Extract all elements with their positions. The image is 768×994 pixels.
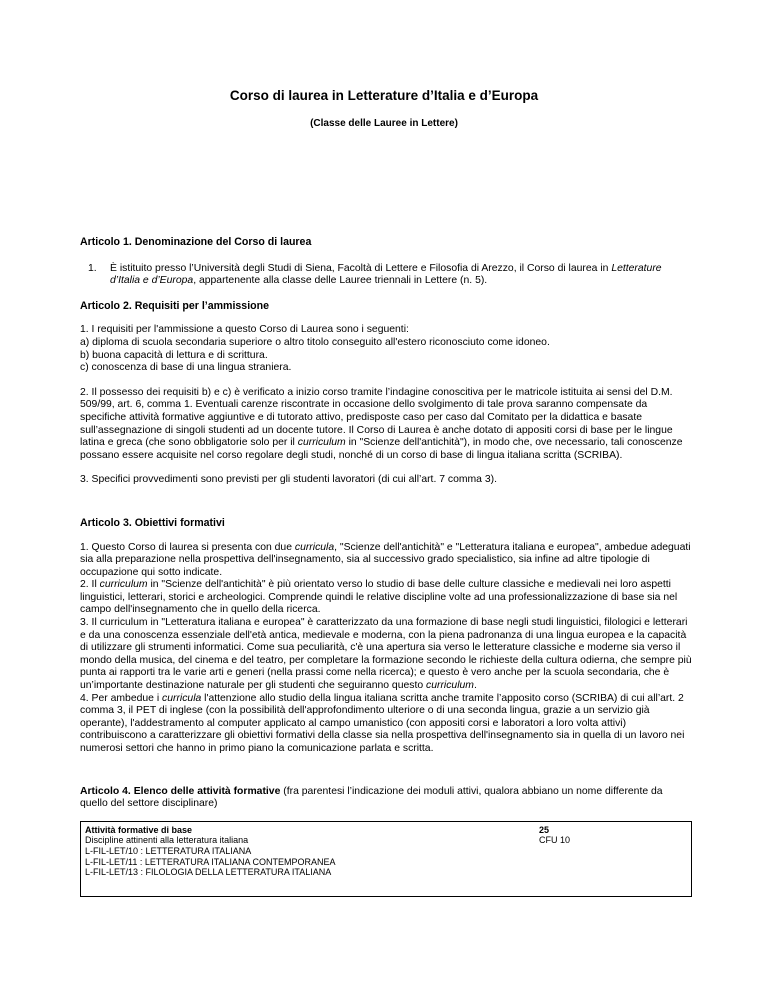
table-row: L-FIL-LET/13 : FILOLOGIA DELLA LETTERATURA ITALIANA [85,867,332,878]
art3-p1 [80,542,692,580]
art3-p4 [80,693,692,756]
table-row-value: CFU 10 [539,835,571,846]
art2-p1 [80,324,692,374]
art1-item-number: 1. [88,262,97,274]
art3-p3-b: . [473,680,477,692]
art4-heading-line [80,786,692,811]
art2-p1-line: a) diploma di scuola secondaria superiore o altro titolo conseguito all'estero riconosciuto come idoneo. [80,336,550,348]
art1-item [88,263,692,288]
art3-p2 [80,579,692,617]
art3-p3-em: curriculum [426,680,474,692]
art4-heading: Articolo 4. Elenco delle attività formative [80,785,281,797]
art3-p1-em: curricula [294,541,335,553]
art3-p3 [80,617,692,693]
table-header-value: 25 [539,824,550,835]
art1-heading: Articolo 1. Denominazione del Corso di laurea [80,236,312,248]
art3-p4-a: 4. Per ambedue i [80,692,163,704]
table-row: L-FIL-LET/10 : LETTERATURA ITALIANA [85,845,252,856]
art3-p2-em: curriculum [99,579,148,591]
art3-p2-b: in "Scienze dell'antichità" è più orientato verso lo studio di base delle culture classiche e medievali nei loro aspetti linguistici, letterari, storici e archeologici. Comprende quindi le relative discipline volte ad una professionalizzazione di base sia nel campo dell'insegnamento che in quello della ricerca. [80,579,678,616]
art1-text-b: , appartenente alla classe delle Lauree triennali in Lettere (n. 5). [193,275,488,287]
activities-table-left [85,825,336,878]
art3-p1-b: , "Scienze dell'antichità" e "Letteratura italiana e europea", ambedue adeguati sia alla preparazione nella prospettiva dell'insegnamento, sia al successivo grado specialistico, sia infine ad altre tipologie di occupazione qui sotto indicate. [80,541,691,578]
table-row: L-FIL-LET/11 : LETTERATURA ITALIANA CONTEMPORANEA [85,856,336,867]
art3-p4-b: l'attenzione allo studio della lingua italiana scritta anche tramite l’apposito corso (SCRIBA) di cui all’art. 2 comma 3, il PET di inglese (con la possibilità dell'approfondimento ulteriore o di una seconda lingua, grazie a un servizio già operante), l'addestramento al computer applicato al campo umanistico (con appositi corsi e laboratori a loro volta attivi) contribuiscono a caratterizzare gli obiettivi formativi della classe sia nella prospettiva dell'insegnamento sia in quella di un lavoro nei numerosi settori che hanno in primo piano la comunicazione parlata e scritta. [80,692,685,754]
art2-heading: Articolo 2. Requisiti per l’ammissione [80,299,269,312]
art3-heading: Articolo 3. Obiettivi formativi [80,516,225,529]
art3-p3-a: 3. Il curriculum in "Letteratura italiana e europea" è caratterizzato da una formazione di base negli studi linguistici, filologici e letterari e da una conoscenza essenziale dell'età antica, medievale e moderna, con la piena padronanza di una lingua europea e la capacità di utilizzare gli strumenti informatici. Come sua peculiarità, c'è una apertura sia verso le letterature classiche e moderne sia verso il mondo della musica, del cinema e del teatro, per completare la formazione secondo le richieste della cultura odierna, che sempre più punta ai rapporti tra le varie arti e generi (nella prassi come nella ricerca); e questo è vero anche per la scuola secondaria, che è un’importante destinazione naturale per gli studenti che seguiranno questo [80,617,692,692]
table-header-label: Attività formative di base [85,824,193,835]
art1-text-em: Letterature d’Italia e d’Europa [110,262,662,287]
document-subtitle: (Classe delle Lauree in Lettere) [310,118,458,129]
art3-p4-em: curricula [162,692,202,704]
activities-table [80,821,692,897]
art2-p3: 3. Specifici provvedimenti sono previsti per gli studenti lavoratori (di cui all’art. 7 comma 3). [80,474,497,486]
art2-p1-line: c) conoscenza di base di una lingua straniera. [80,362,292,374]
art2-p2-em: curriculum [297,437,346,449]
art2-p1-line: b) buona capacità di lettura e di scrittura. [80,349,268,361]
art1-item-text [110,263,692,288]
activities-table-right [539,825,570,846]
art3-p2-a: 2. Il [80,579,100,591]
art2-p1-line: 1. I requisiti per l'ammissione a questo Corso di Laurea sono i seguenti: [80,324,409,336]
art4-note: (fra parentesi l’indicazione dei moduli attivi, qualora abbiano un nome differente da quello del settore disciplinare) [80,785,663,810]
document-body [80,236,692,897]
art2-p2 [80,387,692,463]
art2-p2-a: 2. Il possesso dei requisiti b) e c) è verificato a inizio corso tramite l’indagine conoscitiva per le matricole istituita ai sensi del D.M. 509/99, art. 6, comma 1. Eventuali carenze riscontrate in occasione dello svolgimento di tale prova saranno compensate da specifiche attività formative aggiuntive e di tutorato attivo, predisposte caso per caso dal Comitato per la didattica e basate sull’assegnazione di singoli studenti ad un docente tutore. Il Corso di Laurea è anche dotato di appositi corsi di base per le lingue latina e greca (che sono obbligatorie solo per il [80,386,673,449]
art3-body [80,542,692,756]
art3-p1-a: 1. Questo Corso di laurea si presenta con due [80,541,295,553]
art1-text-a: È istituito presso l’Università degli Studi di Siena, Facoltà di Lettere e Filosofia di Arezzo, il Corso di laurea in [110,262,612,274]
table-row: Discipline attinenti alla letteratura italiana [85,835,249,846]
art2-p2-b: in "Scienze dell'antichità"), in modo che, ove necessario, tali conoscenze possano essere acquisite nel corso regolare degli studi, nonché di un corso di base di lingua italiana scritta (SCRIBA). [80,437,683,461]
document-title: Corso di laurea in Letterature d’Italia e d’Europa [229,88,539,103]
